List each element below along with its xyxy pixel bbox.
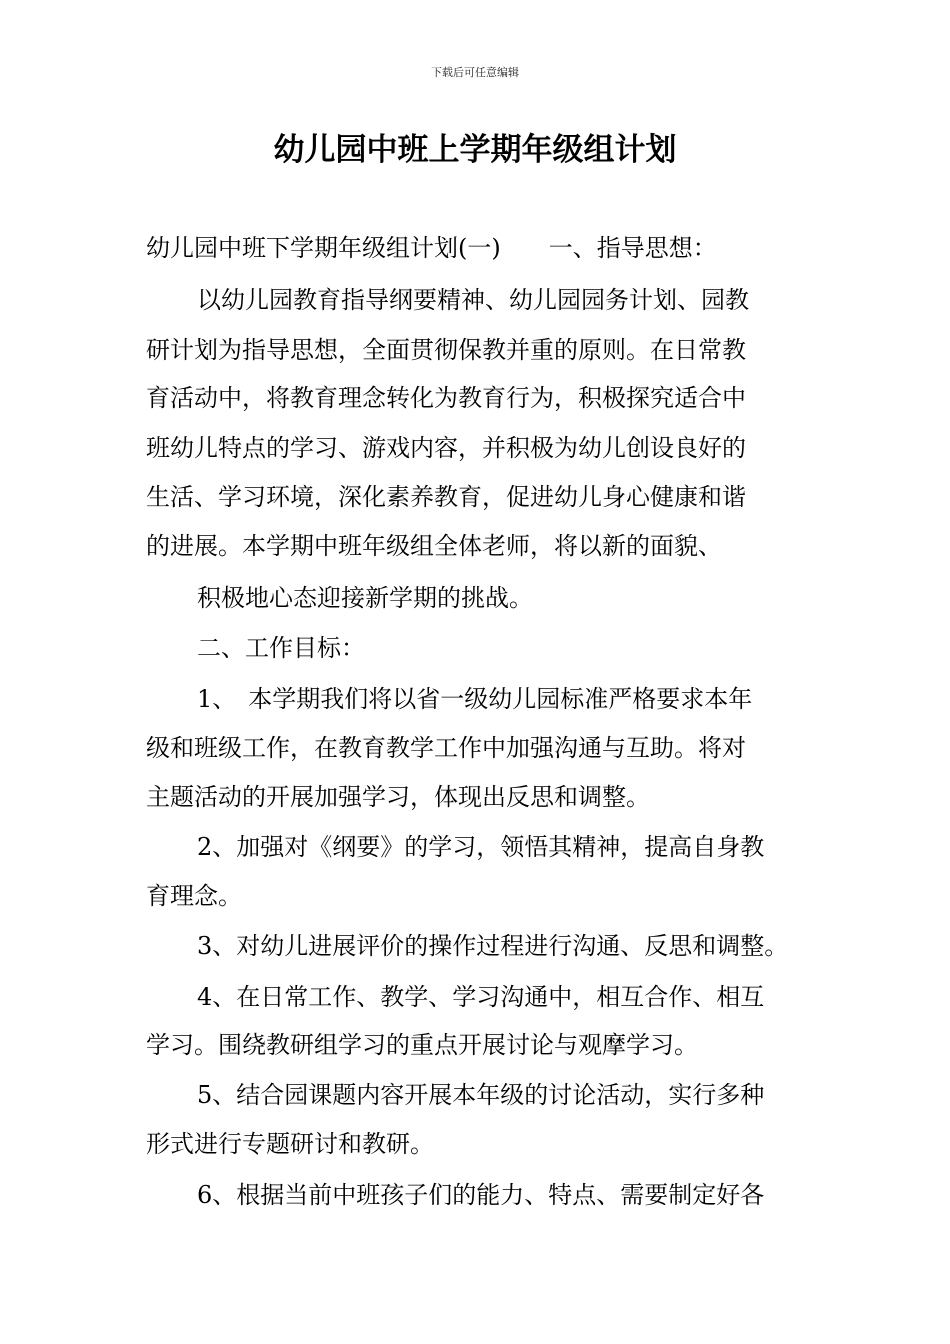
paragraph-line: 3、对幼儿进展评价的操作过程进行沟通、反思和调整。 xyxy=(197,932,789,960)
paragraph-line: 主题活动的开展加强学习，体现出反思和调整。 xyxy=(146,783,650,811)
paragraph-line: 生活、学习环境，深化素养教育，促进幼儿身心健康和谐 xyxy=(146,483,746,511)
paragraph-line: 积极地心态迎接新学期的挑战。 xyxy=(197,584,533,612)
paragraph-line: 1、 本学期我们将以省一级幼儿园标准严格要求本年 xyxy=(197,685,753,713)
paragraph-line: 形式进行专题研讨和教研。 xyxy=(146,1130,434,1158)
paragraph-line: 研计划为指导思想，全面贯彻保教并重的原则。在日常教 xyxy=(146,336,746,364)
section-heading: 二、工作目标： xyxy=(197,634,365,662)
intro-line: 幼儿园中班下学期年级组计划(一) 一、指导思想： xyxy=(146,234,717,262)
document-title: 幼儿园中班上学期年级组计划 xyxy=(273,132,677,168)
paragraph-line: 2、加强对《纲要》的学习，领悟其精神，提高自身教 xyxy=(197,833,765,861)
paragraph-line: 级和班级工作，在教育教学工作中加强沟通与互助。将对 xyxy=(146,734,746,762)
paragraph-line: 育活动中，将教育理念转化为教育行为，积极探究适合中 xyxy=(146,384,746,412)
paragraph-line: 育理念。 xyxy=(146,882,242,910)
paragraph-line: 班幼儿特点的学习、游戏内容，并积极为幼儿创设良好的 xyxy=(146,434,746,462)
paragraph-line: 5、结合园课题内容开展本年级的讨论活动，实行多种 xyxy=(197,1081,765,1109)
paragraph-line: 6、根据当前中班孩子们的能力、特点、需要制定好各 xyxy=(197,1181,765,1209)
paragraph-line: 以幼儿园教育指导纲要精神、幼儿园园务计划、园教 xyxy=(197,286,749,314)
paragraph-line: 学习。围绕教研组学习的重点开展讨论与观摩学习。 xyxy=(146,1031,698,1059)
header-note: 下载后可任意编辑 xyxy=(431,66,519,79)
paragraph-line: 4、在日常工作、教学、学习沟通中，相互合作、相互 xyxy=(197,983,765,1011)
paragraph-line: 的进展。本学期中班年级组全体老师，将以新的面貌、 xyxy=(146,532,722,560)
